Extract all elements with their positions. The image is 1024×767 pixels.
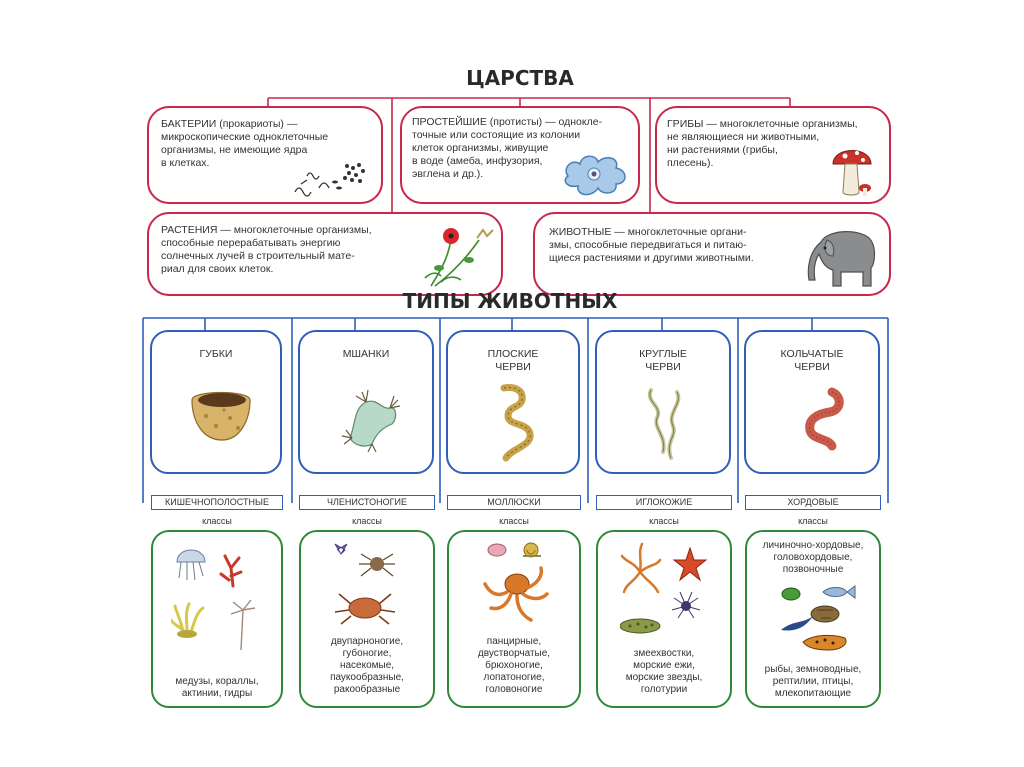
plants-line-4: риал для своих клеток. — [161, 263, 274, 275]
mushroom-icon — [829, 140, 875, 200]
flower-icon — [411, 220, 497, 292]
classes-label-3: классы — [499, 516, 529, 526]
class-arthropods-line-3: насекомые, — [339, 660, 395, 671]
type-label-flatworms-2: ЧЕРВИ — [495, 361, 531, 373]
phylum-mollusks: МОЛЛЮСКИ — [447, 495, 581, 510]
fungi-line-3: ни растениями (грибы, — [667, 144, 778, 156]
class-box-chordates — [745, 530, 881, 708]
animals-line-2: змы, способные передвигаться и питаю- — [549, 239, 747, 251]
classes-label-1: классы — [202, 516, 232, 526]
fungi-line-1: ГРИБЫ — многоклеточные организмы, — [667, 118, 858, 130]
animals-line-1: ЖИВОТНЫЕ — многоклеточные органи- — [549, 226, 747, 238]
fungi-box — [655, 106, 891, 204]
protists-box — [400, 106, 640, 204]
type-box-roundworms — [595, 330, 731, 474]
protists-line-2: точные или состоящие из колонии — [412, 129, 581, 141]
class-coelenterates-line-2: актинии, гидры — [181, 688, 253, 699]
class-chordates-line-3: млекопитающие — [774, 688, 852, 699]
plants-box — [147, 212, 503, 296]
type-box-flatworms — [446, 330, 580, 474]
phylum-arthropods: ЧЛЕНИСТОНОГИЕ — [299, 495, 435, 510]
earthworm-icon — [788, 384, 848, 454]
class-mollusks-line-3: брюхоногие, — [485, 660, 543, 671]
class-echinoderms-line-2: морские ежи, — [633, 660, 695, 671]
class-box-coelenterates — [151, 530, 283, 708]
fungi-line-2: не являющиеся ни животными, — [667, 131, 820, 143]
class-echinoderms-line-3: морские звезды, — [625, 672, 703, 683]
crab-spider-icon — [327, 538, 417, 634]
elephant-icon — [797, 220, 883, 292]
octopus-snail-icon — [477, 540, 561, 630]
classes-label-4: классы — [649, 516, 679, 526]
class-arthropods-line-1: двупарноногие, — [330, 636, 404, 647]
protists-line-4: в воде (амеба, инфузория, — [412, 155, 543, 167]
fungi-line-4: плесень). — [667, 157, 714, 169]
kingdoms-title: ЦАРСТВА — [466, 66, 574, 90]
phylum-echinoderms: ИГЛОКОЖИЕ — [596, 495, 732, 510]
animals-box — [533, 212, 891, 296]
class-chordates-line-1: рыбы, земноводные, — [764, 664, 862, 675]
type-label-bryozoans: МШАНКИ — [342, 348, 390, 360]
animal-types-title: ТИПЫ ЖИВОТНЫХ — [402, 289, 618, 313]
protists-line-5: эвглена и др.). — [412, 168, 484, 180]
class-chordates-line-2: рептилии, птицы, — [772, 676, 854, 687]
animals-line-3: щиеся растениями и другими животными. — [549, 252, 754, 264]
bacteria-line-3: организмы, не имеющие ядра — [161, 144, 308, 156]
class-mollusks-line-1: панцирные, — [486, 636, 542, 647]
type-label-flatworms-1: ПЛОСКИЕ — [487, 348, 539, 360]
bacteria-line-4: в клетках. — [161, 157, 210, 169]
type-label-roundworms-1: КРУГЛЫЕ — [639, 348, 687, 360]
class-mollusks-line-4: лопатоногие, — [483, 672, 545, 683]
vertebrates-icon — [773, 580, 863, 656]
class-echinoderms-line-4: голотурии — [640, 684, 688, 695]
sponge-icon — [186, 386, 256, 446]
class-mollusks-line-5: головоногие — [485, 684, 543, 695]
amoeba-icon — [558, 148, 634, 200]
bacteria-line-2: микроскопические одноклеточные — [161, 131, 329, 143]
starfish-urchin-icon — [620, 542, 716, 640]
bryozoan-icon — [330, 378, 410, 454]
bacteria-icon — [289, 156, 379, 200]
type-label-roundworms-2: ЧЕРВИ — [645, 361, 681, 373]
type-box-annelids — [744, 330, 880, 474]
plants-line-2: способные перерабатывать энергию — [161, 237, 341, 249]
class-echinoderms-line-1: змеехвостки, — [633, 648, 695, 659]
plants-line-3: солнечных лучей в строительный мате- — [161, 250, 355, 262]
type-label-annelids-1: КОЛЬЧАТЫЕ — [780, 348, 844, 360]
type-box-bryozoans — [298, 330, 434, 474]
phylum-coelenterates: КИШЕЧНОПОЛОСТНЫЕ — [151, 495, 283, 510]
class-chordates-top-line-3: позвоночные — [782, 564, 844, 575]
class-mollusks-line-2: двустворчатые, — [477, 648, 551, 659]
class-coelenterates-line-1: медузы, кораллы, — [175, 676, 259, 687]
roundworm-icon — [637, 382, 693, 466]
class-chordates-top-line-1: личиночно-хордовые, — [762, 540, 864, 551]
class-chordates-top-line-2: головохордовые, — [773, 552, 853, 563]
type-label-sponges: ГУБКИ — [199, 348, 233, 360]
protists-line-3: клеток организмы, живущие — [412, 142, 549, 154]
class-box-echinoderms — [596, 530, 732, 708]
class-box-mollusks — [447, 530, 581, 708]
type-label-annelids-2: ЧЕРВИ — [794, 361, 830, 373]
class-box-arthropods — [299, 530, 435, 708]
classes-label-2: классы — [352, 516, 382, 526]
class-arthropods-line-2: губоногие, — [342, 648, 392, 659]
class-arthropods-line-4: паукообразные, — [330, 672, 404, 683]
flatworm-icon — [494, 382, 544, 466]
classes-label-5: классы — [798, 516, 828, 526]
phylum-chordates: ХОРДОВЫЕ — [745, 495, 881, 510]
type-box-sponges — [150, 330, 282, 474]
bacteria-line-1: БАКТЕРИИ (прокариоты) — — [161, 118, 298, 130]
class-arthropods-line-5: ракообразные — [333, 684, 401, 695]
protists-line-1: ПРОСТЕЙШИЕ (протисты) — однокле- — [412, 116, 603, 128]
bacteria-box — [147, 106, 383, 204]
jellyfish-coral-icon — [171, 540, 271, 658]
plants-line-1: РАСТЕНИЯ — многоклеточные организмы, — [161, 224, 372, 236]
